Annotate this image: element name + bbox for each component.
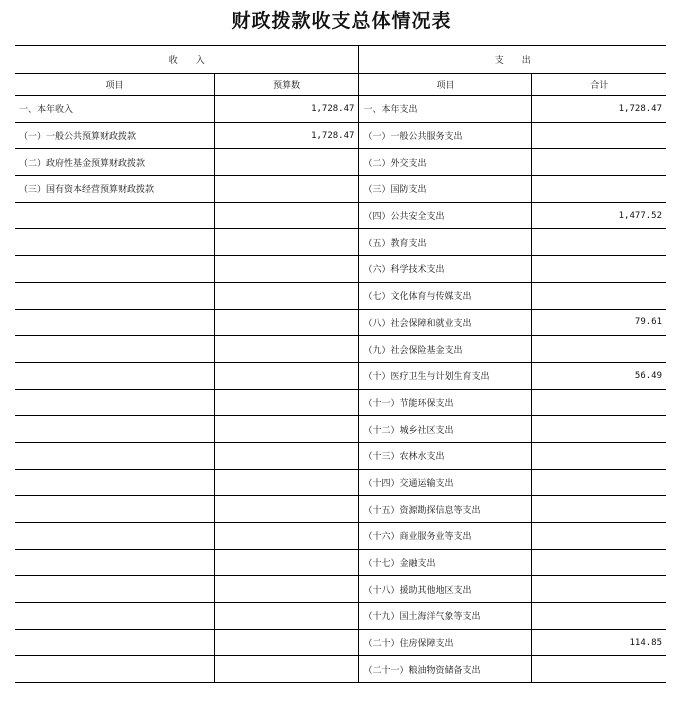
expense-item-cell: （十）医疗卫生与计划生育支出 bbox=[359, 362, 532, 389]
income-budget-cell bbox=[214, 176, 359, 203]
income-item-cell bbox=[15, 469, 214, 496]
table-row bbox=[15, 576, 666, 603]
column-header-row bbox=[15, 74, 666, 96]
income-item-cell: 一、本年收入 bbox=[15, 96, 214, 123]
table-row bbox=[15, 96, 666, 123]
expense-total-cell bbox=[532, 603, 666, 630]
table-row bbox=[15, 469, 666, 496]
table-row bbox=[15, 629, 666, 656]
expense-total-cell bbox=[532, 122, 666, 149]
expense-total-cell bbox=[532, 549, 666, 576]
expense-item-cell: （十八）援助其他地区支出 bbox=[359, 576, 532, 603]
table-row bbox=[15, 229, 666, 256]
table-row bbox=[15, 656, 666, 683]
income-budget-cell bbox=[214, 149, 359, 176]
income-item-cell bbox=[15, 416, 214, 443]
expense-total-cell bbox=[532, 656, 666, 683]
expense-item-cell: （十六）商业服务业等支出 bbox=[359, 523, 532, 550]
table-row bbox=[15, 496, 666, 523]
expense-total-cell bbox=[532, 176, 666, 203]
income-budget-cell: 1,728.47 bbox=[214, 122, 359, 149]
table-row bbox=[15, 603, 666, 630]
expense-section-label: 支 出 bbox=[359, 46, 666, 74]
income-budget-cell bbox=[214, 469, 359, 496]
income-item-header: 项目 bbox=[15, 74, 214, 96]
table-row bbox=[15, 416, 666, 443]
table-row bbox=[15, 176, 666, 203]
expense-item-cell: （九）社会保险基金支出 bbox=[359, 336, 532, 363]
expense-item-cell: （二十）住房保障支出 bbox=[359, 629, 532, 656]
income-budget-cell bbox=[214, 576, 359, 603]
income-item-cell bbox=[15, 496, 214, 523]
income-item-cell bbox=[15, 309, 214, 336]
expense-item-cell: （六）科学技术支出 bbox=[359, 256, 532, 283]
table-row bbox=[15, 389, 666, 416]
table-row bbox=[15, 549, 666, 576]
income-item-cell: （二）政府性基金预算财政拨款 bbox=[15, 149, 214, 176]
income-item-cell bbox=[15, 202, 214, 229]
income-budget-cell bbox=[214, 336, 359, 363]
expense-item-cell: （十五）资源勘探信息等支出 bbox=[359, 496, 532, 523]
expense-total-cell: 56.49 bbox=[532, 362, 666, 389]
expense-item-cell: （五）教育支出 bbox=[359, 229, 532, 256]
expense-item-cell: （十四）交通运输支出 bbox=[359, 469, 532, 496]
expense-item-cell: （四）公共安全支出 bbox=[359, 202, 532, 229]
expense-item-header: 项目 bbox=[359, 74, 532, 96]
expense-total-cell bbox=[532, 496, 666, 523]
expense-item-cell: （十一）节能环保支出 bbox=[359, 389, 532, 416]
table-row bbox=[15, 523, 666, 550]
income-budget-cell bbox=[214, 416, 359, 443]
income-budget-cell bbox=[214, 389, 359, 416]
expense-total-cell bbox=[532, 282, 666, 309]
section-header-row bbox=[15, 46, 666, 74]
income-section-label: 收 入 bbox=[15, 46, 359, 74]
expense-total-cell bbox=[532, 442, 666, 469]
income-budget-cell bbox=[214, 629, 359, 656]
income-item-cell bbox=[15, 389, 214, 416]
expense-item-cell: （十七）金融支出 bbox=[359, 549, 532, 576]
income-budget-cell bbox=[214, 523, 359, 550]
income-budget-cell bbox=[214, 282, 359, 309]
income-item-cell bbox=[15, 362, 214, 389]
expense-total-cell bbox=[532, 469, 666, 496]
table-row bbox=[15, 122, 666, 149]
income-budget-cell bbox=[214, 496, 359, 523]
expense-item-cell: （七）文化体育与传媒支出 bbox=[359, 282, 532, 309]
table-row bbox=[15, 256, 666, 283]
expense-item-cell: （十三）农林水支出 bbox=[359, 442, 532, 469]
expense-total-cell bbox=[532, 523, 666, 550]
expense-total-cell bbox=[532, 149, 666, 176]
expense-item-cell: （一）一般公共服务支出 bbox=[359, 122, 532, 149]
expense-total-cell: 1,728.47 bbox=[532, 96, 666, 123]
table-row bbox=[15, 442, 666, 469]
expense-total-cell bbox=[532, 389, 666, 416]
budget-table bbox=[15, 45, 666, 683]
income-budget-header: 预算数 bbox=[214, 74, 359, 96]
expense-item-cell: （二）外交支出 bbox=[359, 149, 532, 176]
income-item-cell bbox=[15, 229, 214, 256]
expense-total-cell bbox=[532, 229, 666, 256]
income-budget-cell bbox=[214, 309, 359, 336]
expense-total-cell bbox=[532, 576, 666, 603]
expense-total-cell bbox=[532, 256, 666, 283]
income-item-cell bbox=[15, 282, 214, 309]
income-budget-cell bbox=[214, 603, 359, 630]
expense-total-cell bbox=[532, 336, 666, 363]
income-item-cell bbox=[15, 603, 214, 630]
income-item-cell bbox=[15, 256, 214, 283]
income-budget-cell bbox=[214, 549, 359, 576]
table-row bbox=[15, 202, 666, 229]
table-row bbox=[15, 336, 666, 363]
table-row bbox=[15, 309, 666, 336]
income-item-cell bbox=[15, 336, 214, 363]
table-row bbox=[15, 149, 666, 176]
income-item-cell bbox=[15, 656, 214, 683]
income-item-cell bbox=[15, 523, 214, 550]
expense-total-header: 合计 bbox=[532, 74, 666, 96]
expense-item-cell: （八）社会保障和就业支出 bbox=[359, 309, 532, 336]
expense-item-cell: （二十一）粮油物资储备支出 bbox=[359, 656, 532, 683]
income-item-cell: （一）一般公共预算财政拨款 bbox=[15, 122, 214, 149]
income-budget-cell bbox=[214, 229, 359, 256]
table-body bbox=[15, 96, 666, 683]
income-budget-cell bbox=[214, 656, 359, 683]
income-budget-cell bbox=[214, 256, 359, 283]
income-budget-cell bbox=[214, 202, 359, 229]
income-item-cell bbox=[15, 629, 214, 656]
expense-total-cell: 1,477.52 bbox=[532, 202, 666, 229]
expense-item-cell: （三）国防支出 bbox=[359, 176, 532, 203]
income-budget-cell bbox=[214, 442, 359, 469]
table-row bbox=[15, 282, 666, 309]
income-budget-cell bbox=[214, 362, 359, 389]
income-item-cell bbox=[15, 576, 214, 603]
expense-item-cell: （十二）城乡社区支出 bbox=[359, 416, 532, 443]
income-item-cell bbox=[15, 549, 214, 576]
expense-item-cell: 一、本年支出 bbox=[359, 96, 532, 123]
page-title: 财政拨款收支总体情况表 bbox=[231, 10, 452, 32]
expense-item-cell: （十九）国土海洋气象等支出 bbox=[359, 603, 532, 630]
expense-total-cell bbox=[532, 416, 666, 443]
expense-total-cell: 114.85 bbox=[532, 629, 666, 656]
income-item-cell: （三）国有资本经营预算财政拨款 bbox=[15, 176, 214, 203]
income-budget-cell: 1,728.47 bbox=[214, 96, 359, 123]
income-item-cell bbox=[15, 442, 214, 469]
table-row bbox=[15, 362, 666, 389]
expense-total-cell: 79.61 bbox=[532, 309, 666, 336]
